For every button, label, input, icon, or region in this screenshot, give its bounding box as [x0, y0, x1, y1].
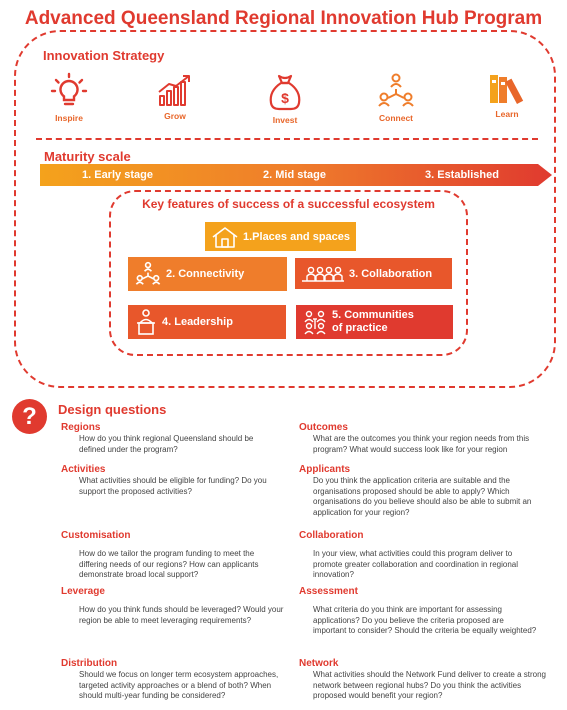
feature-communities-of-practice [296, 305, 453, 339]
feature-collaboration [295, 258, 452, 289]
network-people-icon [377, 72, 415, 110]
group-people-icon [301, 264, 345, 284]
question-heading-assessment: Assessment [299, 586, 358, 597]
feature-leadership [128, 305, 286, 339]
question-text-network: What activities should the Network Fund deliver to create a strong network between regional hubs? Do you think the activities proposed would benefit your region? [313, 670, 546, 700]
design-questions-title: Design questions [58, 402, 167, 417]
feature-label-communities [332, 309, 414, 335]
feature-label: 3. Collaboration [349, 267, 433, 280]
question-heading-customisation: Customisation [61, 530, 131, 541]
question-mark-icon: ? [12, 399, 47, 434]
maturity-stage-mid: 2. Mid stage [263, 169, 326, 181]
question-text-customisation: How do we tailor the program funding to meet the differing needs of our regions? How can applicants demonstrate broad local support? [79, 549, 259, 579]
strategy-item-connect [364, 72, 428, 123]
question-text-assessment: What criteria do you think are important for assessing applications? Do you believe the criteria proposed are important to consider? Should the criteria be equally weighted? [313, 605, 537, 635]
network-people-icon [134, 261, 162, 287]
feature-label: 4. Leadership [162, 316, 233, 328]
feature-places-and-spaces [205, 222, 356, 251]
money-bag-icon [266, 72, 304, 112]
strategy-label: Inspire [55, 113, 83, 123]
strategy-label: Invest [272, 115, 298, 125]
question-heading-applicants: Applicants [299, 464, 351, 475]
strategy-item-inspire [37, 72, 101, 123]
question-heading-collaboration: Collaboration [299, 530, 364, 541]
feature-label: 1.Places and spaces [243, 230, 351, 243]
question-text-applicants: Do you think the application criteria are suitable and the organisations proposed should be able to apply? Which organisations do you believe should also be able to submit an application for your region? [313, 476, 532, 517]
strategy-label: Connect [379, 113, 413, 123]
feature-connectivity [128, 257, 287, 291]
feature-label-line: of practice [332, 322, 388, 334]
maturity-stage-early: 1. Early stage [82, 169, 153, 181]
strategy-label: Learn [495, 109, 519, 119]
strategy-item-learn [475, 72, 539, 119]
community-people-icon [302, 308, 328, 336]
question-text-distribution: Should we focus on longer term ecosystem approaches, targeted activity approaches or a blend of both? When should multi-year funding be considered? [79, 670, 279, 700]
question-text-leverage: How do you think funds should be leveraged? Would your region be able to meet leveraging requirements? [79, 605, 284, 625]
maturity-stage-established: 3. Established [425, 169, 499, 181]
question-heading-activities: Activities [61, 464, 106, 475]
question-heading-leverage: Leverage [61, 586, 105, 597]
svg-text:$: $ [281, 90, 289, 106]
question-text-activities: What activities should be eligible for funding? Do you support the proposed activities? [79, 476, 267, 496]
feature-label: 2. Connectivity [166, 268, 245, 280]
section-divider [36, 138, 538, 140]
house-icon [211, 225, 239, 249]
podium-speaker-icon [134, 308, 158, 336]
key-features-title: Key features of success of a successful ecosystem [142, 197, 435, 211]
question-heading-regions: Regions [61, 422, 101, 433]
books-icon [487, 72, 527, 106]
page-title: Advanced Queensland Regional Innovation Hub Program [24, 8, 543, 29]
feature-label-line: 5. Communities [332, 309, 414, 321]
lightbulb-icon [50, 72, 88, 110]
question-heading-outcomes: Outcomes [299, 422, 348, 433]
innovation-strategy-title: Innovation Strategy [43, 48, 165, 63]
question-text-outcomes: What are the outcomes you think your region needs from this program? What would success look like for your region [313, 434, 530, 454]
question-text-regions: How do you think regional Queensland should be defined under the program? [79, 434, 254, 454]
question-heading-distribution: Distribution [61, 658, 118, 669]
question-text-collaboration: In your view, what activities could this program deliver to promote greater collaboration and coordination in regional innovation? [313, 549, 519, 579]
strategy-item-invest [253, 72, 317, 125]
strategy-item-grow [143, 72, 207, 121]
maturity-scale-title: Maturity scale [44, 149, 131, 164]
strategy-label: Grow [164, 111, 186, 121]
growth-chart-icon [156, 72, 194, 108]
question-heading-network: Network [299, 658, 339, 669]
